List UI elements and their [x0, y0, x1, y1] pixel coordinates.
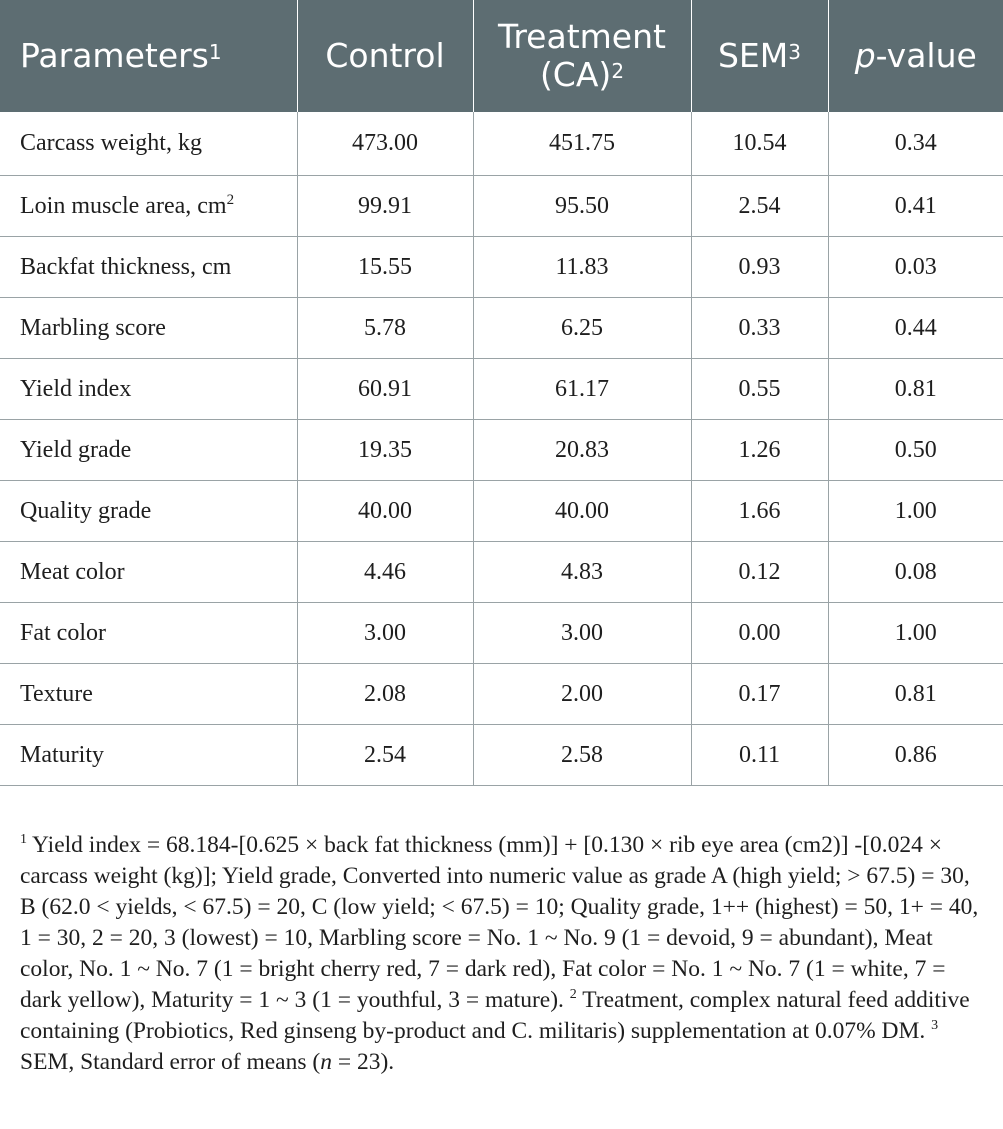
cell-control: 473.00 [297, 112, 473, 176]
cell-sem: 0.55 [691, 359, 828, 420]
parameter-label: Texture [20, 680, 93, 707]
footnote-ref: 3 [788, 40, 801, 65]
cell-parameter [0, 176, 297, 237]
cell-parameter [0, 542, 297, 603]
table-row [0, 481, 1003, 542]
cell-parameter [0, 359, 297, 420]
footnote-text: Treatment, complex natural feed additive containing (Probiotics, Red ginseng by-product and C. militaris) supplementation at 0.07% DM. [20, 987, 970, 1044]
table-row [0, 176, 1003, 237]
cell-sem: 0.11 [691, 725, 828, 786]
cell-sem: 0.93 [691, 237, 828, 298]
table-row [0, 237, 1003, 298]
cell-control: 5.78 [297, 298, 473, 359]
footnote-ref: 1 [20, 832, 27, 848]
header-control: Control [297, 0, 473, 112]
cell-treatment: 2.00 [473, 664, 691, 725]
footnote-ref: 1 [208, 40, 222, 65]
cell-sem: 0.33 [691, 298, 828, 359]
cell-p: 0.08 [828, 542, 1003, 603]
parameter-label: Meat color [20, 558, 125, 585]
cell-p: 0.50 [828, 420, 1003, 481]
cell-p: 0.86 [828, 725, 1003, 786]
footnote-text: = 23). [331, 1049, 395, 1075]
cell-p: 1.00 [828, 481, 1003, 542]
cell-p: 0.03 [828, 237, 1003, 298]
table-row [0, 420, 1003, 481]
footnote-ref: 2 [611, 59, 625, 83]
cell-treatment: 11.83 [473, 237, 691, 298]
footnote-ref: 3 [931, 1018, 939, 1034]
header-sem-label: SEM [717, 36, 789, 76]
cell-treatment: 6.25 [473, 298, 691, 359]
cell-treatment: 451.75 [473, 112, 691, 176]
parameter-label: Fat color [20, 619, 106, 646]
cell-p: 0.34 [828, 112, 1003, 176]
parameter-label: Backfat thickness, cm [20, 253, 232, 280]
header-sem [691, 0, 828, 112]
cell-control: 3.00 [297, 603, 473, 664]
header-parameters-label: Parameters [20, 36, 209, 76]
header-parameters [0, 0, 297, 112]
cell-sem: 1.66 [691, 481, 828, 542]
header-treatment [473, 0, 691, 112]
cell-parameter [0, 420, 297, 481]
footnote-n-italic: n [320, 1049, 332, 1075]
cell-treatment: 3.00 [473, 603, 691, 664]
parameter-label: Maturity [20, 741, 104, 768]
cell-control: 2.08 [297, 664, 473, 725]
cell-parameter [0, 481, 297, 542]
cell-control: 60.91 [297, 359, 473, 420]
cell-sem: 0.00 [691, 603, 828, 664]
cell-p: 0.41 [828, 176, 1003, 237]
table-footnote [20, 830, 982, 1078]
cell-control: 40.00 [297, 481, 473, 542]
header-row [0, 0, 1003, 112]
cell-treatment: 95.50 [473, 176, 691, 237]
cell-treatment: 40.00 [473, 481, 691, 542]
footnote-ref: 2 [569, 987, 577, 1003]
table-body [0, 112, 1003, 786]
parameter-label: Quality grade [20, 497, 152, 524]
table-row [0, 725, 1003, 786]
table-row [0, 664, 1003, 725]
cell-p: 0.81 [828, 359, 1003, 420]
cell-treatment: 4.83 [473, 542, 691, 603]
cell-parameter [0, 298, 297, 359]
table-row [0, 112, 1003, 176]
cell-parameter [0, 112, 297, 176]
cell-control: 4.46 [297, 542, 473, 603]
cell-sem: 10.54 [691, 112, 828, 176]
cell-control: 15.55 [297, 237, 473, 298]
parameter-label: Marbling score [20, 314, 166, 341]
cell-control: 19.35 [297, 420, 473, 481]
header-p-value [828, 0, 1003, 112]
cell-sem: 1.26 [691, 420, 828, 481]
cell-sem: 0.12 [691, 542, 828, 603]
cell-treatment: 61.17 [473, 359, 691, 420]
parameter-label: Loin muscle area, cm [20, 193, 227, 219]
header-p-italic: p [854, 36, 876, 76]
footnote-text: Yield index = 68.184-[0.625 × back fat thickness (mm)] + [0.130 × rib eye area (cm2)] -[0.024 × carcass weight (kg)]; Yield grade, Converted into numeric value as grade A (high yield; > 67.5) = 30, B (62.0 < yields, < 67.5) = 20, C (low yield; < 67.5) = 10; Quality grade, 1++ (highest) = 50, 1+ = 40, 1 = 30, 2 = 20, 3 (lowest) = 10, Marbling score = No. 1 ~ No. 9 (1 = devoid, 9 = abundant), Meat color, No. 1 ~ No. 7 (1 = bright cherry red, 7 = dark red), Fat color = No. 1 ~ No. 7 (1 = white, 7 = dark yellow), Maturity = 1 ~ 3 (1 = youthful, 3 = mature). [20, 832, 979, 1013]
parameter-unit-exponent: 2 [226, 192, 235, 208]
table-row [0, 542, 1003, 603]
parameter-label: Yield grade [20, 436, 132, 463]
table-row [0, 359, 1003, 420]
cell-p: 1.00 [828, 603, 1003, 664]
cell-parameter [0, 603, 297, 664]
table-row [0, 603, 1003, 664]
cell-control: 2.54 [297, 725, 473, 786]
header-p-rest: -value [875, 36, 977, 76]
table-row [0, 298, 1003, 359]
parameter-label: Carcass weight, kg [20, 130, 202, 156]
cell-sem: 2.54 [691, 176, 828, 237]
cell-sem: 0.17 [691, 664, 828, 725]
cell-treatment: 2.58 [473, 725, 691, 786]
cell-parameter [0, 664, 297, 725]
header-treatment-label: Treatment (CA) [498, 17, 666, 94]
footnote-text: SEM, Standard error of means ( [20, 1049, 321, 1075]
cell-parameter [0, 725, 297, 786]
cell-p: 0.81 [828, 664, 1003, 725]
cell-p: 0.44 [828, 298, 1003, 359]
cell-treatment: 20.83 [473, 420, 691, 481]
cell-control: 99.91 [297, 176, 473, 237]
parameter-label: Yield index [20, 375, 132, 402]
cell-parameter [0, 237, 297, 298]
